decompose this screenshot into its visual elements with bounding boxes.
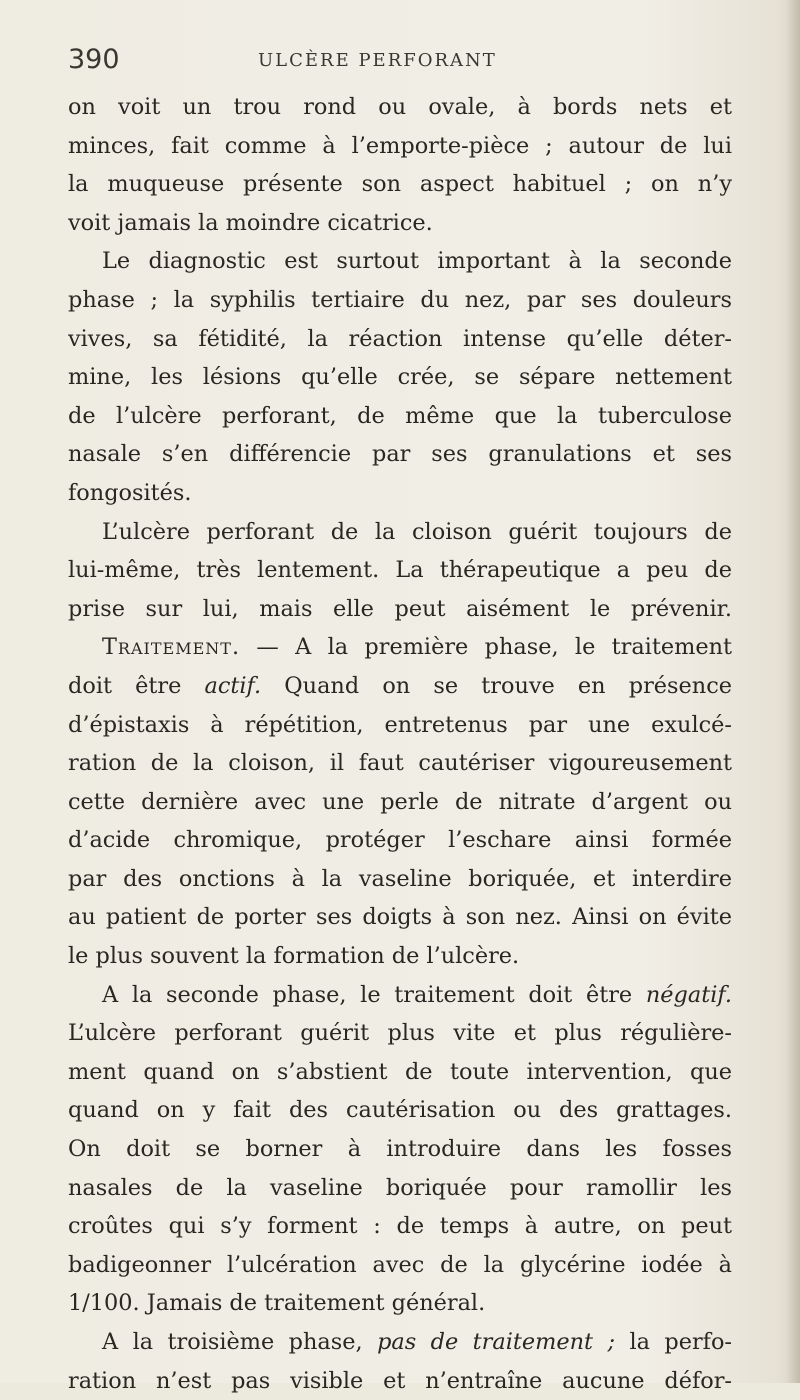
paragraph-start-line: Traitement. — A la première phase, le traitement xyxy=(102,634,732,661)
paragraph-start-line: A la seconde phase, le traitement doit être négatif. xyxy=(102,981,732,1008)
text-line: On doit se borner à introduire dans les fosses xyxy=(68,1136,732,1163)
text-line: croûtes qui s’y forment : de temps à autre, on peut xyxy=(68,1213,732,1240)
text-line: on voit un trou rond ou ovale, à bords nets et xyxy=(68,94,732,120)
body-text xyxy=(68,88,732,1400)
page-number: 390 xyxy=(68,44,120,75)
text-line: lui-même, très lentement. La thérapeutique a peu de xyxy=(68,557,732,584)
italic-term: pas de traitement ; xyxy=(377,1329,616,1355)
text-line: la muqueuse présente son aspect habituel ; on n’y xyxy=(68,171,732,198)
text-line: L’ulcère perforant guérit plus vite et plus régulière- xyxy=(68,1020,732,1047)
paragraph-start-line: A la troisième phase, pas de traitement ; la perfo- xyxy=(102,1329,732,1355)
text-line: nasale s’en différencie par ses granulations et ses xyxy=(68,441,732,468)
text-line: prise sur lui, mais elle peut aisément le prévenir. xyxy=(68,595,732,622)
text-line: par des onctions à la vaseline boriquée, et interdire xyxy=(68,865,732,892)
italic-term: actif. xyxy=(204,672,262,699)
text-line: ration de la cloison, il faut cautériser vigoureusement xyxy=(68,750,732,777)
text-line: badigeonner l’ulcération avec de la glycérine iodée à xyxy=(68,1251,732,1278)
text-line: ment quand on s’abstient de toute intervention, que xyxy=(68,1058,732,1085)
page-edge-shadow xyxy=(786,0,800,1383)
page-header xyxy=(68,44,728,80)
paragraph-start-line: Le diagnostic est surtout important à la seconde xyxy=(102,248,732,275)
text-line: minces, fait comme à l’emporte-pièce ; autour de lui xyxy=(68,132,732,159)
italic-term: négatif. xyxy=(645,981,732,1008)
text-line: vives, sa fétidité, la réaction intense qu’elle déter- xyxy=(68,325,732,352)
text-line: fongosités. xyxy=(68,479,192,506)
text-line: mine, les lésions qu’elle crée, se sépare nettement xyxy=(68,364,732,391)
text-line: doit être actif. Quand on se trouve en présence xyxy=(68,672,732,699)
text-line: quand on y fait des cautérisation ou des grattages. xyxy=(68,1097,732,1124)
text-line: cette dernière avec une perle de nitrate d’argent ou xyxy=(68,788,732,815)
paragraph-start-line: L’ulcère perforant de la cloison guérit toujours de xyxy=(102,518,732,545)
section-heading-traitement: Traitement. xyxy=(102,634,241,661)
text-line: au patient de porter ses doigts à son nez. Ainsi on évite xyxy=(68,904,732,931)
text-line: 1/100. Jamais de traitement général. xyxy=(68,1290,486,1317)
text-line: le plus souvent la formation de l’ulcère. xyxy=(68,943,520,970)
text-line: phase ; la syphilis tertiaire du nez, par ses douleurs xyxy=(68,286,732,313)
text-line: ration n’est pas visible et n’entraîne aucune défor- xyxy=(68,1367,732,1394)
text-line: de l’ulcère perforant, de même que la tuberculose xyxy=(68,402,732,429)
text-line: nasales de la vaseline boriquée pour ramollir les xyxy=(68,1174,732,1201)
text-line: d’acide chromique, protéger l’eschare ainsi formée xyxy=(68,827,732,854)
text-line: d’épistaxis à répétition, entretenus par une exulcé- xyxy=(68,711,732,738)
running-title: ULCÈRE PERFORANT xyxy=(258,50,497,71)
text-line: voit jamais la moindre cicatrice. xyxy=(68,209,433,236)
